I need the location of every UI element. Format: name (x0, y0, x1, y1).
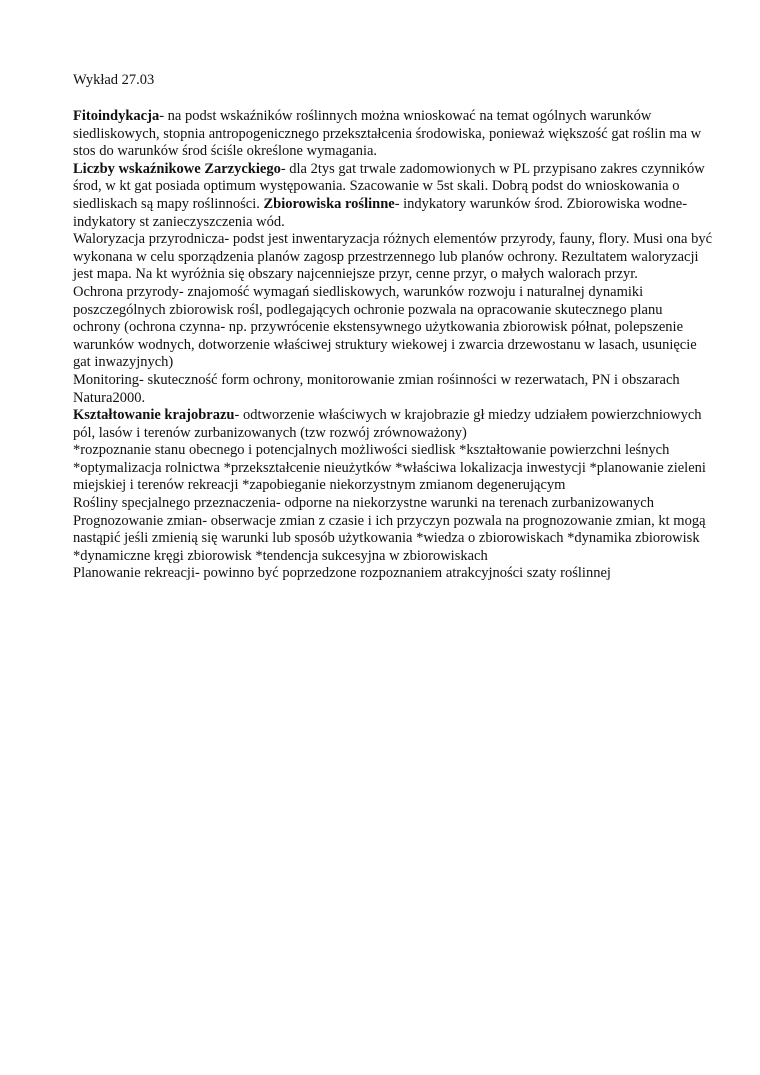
paragraph-text: - odtworzenie właściwych w krajobrazie gł miedzy udziałem powierzchniowych pól, lasów i terenów zurbanizowanych (tzw rozwój zrównoważony) (73, 407, 702, 441)
paragraph-text: - na podst wskaźników roślinnych można wnioskować na temat ogólnych warunków siedliskowych, stopnia antropogenicznego przekształcenia środowiska, ponieważ większość gat roślin ma w stos do warunków środ ściśle określone wymagania. (73, 108, 702, 160)
paragraph-planowanie-rekreacji: Planowanie rekreacji- powinno być poprzedzone rozpoznaniem atrakcyjności szaty roślinnej (73, 565, 611, 582)
paragraph-list-krajobraz: *rozpoznanie stanu obecnego i potencjalnych możliwości siedlisk *kształtowanie powierzchni leśnych *optymalizacja rolnictwa *przekształcenie nieużytków *właściwa lokalizacja inwestycji *planowanie zieleni miejskiej i terenów rekreacji *zapobieganie niekorzystnym zmianom degenerującym (73, 442, 706, 494)
paragraph-ochrona-przyrody: Ochrona przyrody- znajomość wymagań siedliskowych, warunków rozwoju i naturalnej dynamiki poszczególnych zbiorowisk rośl, podlegających ochronie pozwala na opracowanie skutecznego planu ochrony (ochrona czynna- np. przywrócenie ekstensywnego użytkowania zbiorowisk półnat, polepszenie warunków wodnych, dotworzenie właściwej struktury wiekowej i zwarcia drzewostanu w lasach, usunięcie gat inwazyjnych) (73, 283, 697, 371)
paragraph-ksztaltowanie-krajobrazu (73, 407, 713, 442)
paragraph-liczby-wskaznikowe (73, 161, 713, 231)
paragraph-text: - indykatory warunków środ. Zbiorowiska wodne- indykatory st zanieczyszczenia wód. (73, 195, 688, 230)
lecture-title: Wykład 27.03 (73, 72, 155, 88)
term-liczby-wskaznikowe: Liczby wskaźnikowe Zarzyckiego (73, 160, 281, 177)
term-fitoindykacja: Fitoindykacja (73, 108, 160, 124)
paragraph-prognozowanie: Prognozowanie zmian- obserwacje zmian z czasie i ich przyczyn pozwala na prognozowanie zmian, kt mogą nastąpić jeśli zmienią się warunki lub sposób użytkowania *wiedza o zbiorowiskach *dynamika zbiorowisk *dynamiczne kręgi zbiorowisk *tendencja sukcesyjna w zbiorowiskach (73, 512, 706, 564)
paragraph-fitoindykacja (73, 108, 713, 161)
document-body (73, 108, 713, 583)
paragraph-rosliny-specjalne: Rośliny specjalnego przeznaczenia- odporne na niekorzystne warunki na terenach zurbanizowanych (73, 495, 654, 512)
paragraph-text: - dla 2tys gat trwale zadomowionych w PL przypisano zakres czynników środ, w kt gat posiada optimum występowania. Szacowanie w 5st skali. Dobrą podst do wnioskowania o siedliskach są mapy roślinności. (73, 160, 705, 212)
term-ksztaltowanie-krajobrazu: Kształtowanie krajobrazu (73, 407, 235, 424)
paragraph-monitoring: Monitoring- skuteczność form ochrony, monitorowanie zmian rośinności w rezerwatach, PN i obszarach Natura2000. (73, 371, 680, 406)
term-zbiorowiska-roslinne: Zbiorowiska roślinne (263, 195, 395, 212)
paragraph-waloryzacja: Waloryzacja przyrodnicza- podst jest inwentaryzacja różnych elementów przyrody, fauny, flory. Musi ona być wykonana w celu sporządzenia planów zagosp przestrzennego lub planów ochrony. Rezultatem waloryzacji jest mapa. Na kt wyróżnia się obszary najcenniejsze przyr, cenne przyr, o małych walorach przyr. (73, 231, 712, 283)
